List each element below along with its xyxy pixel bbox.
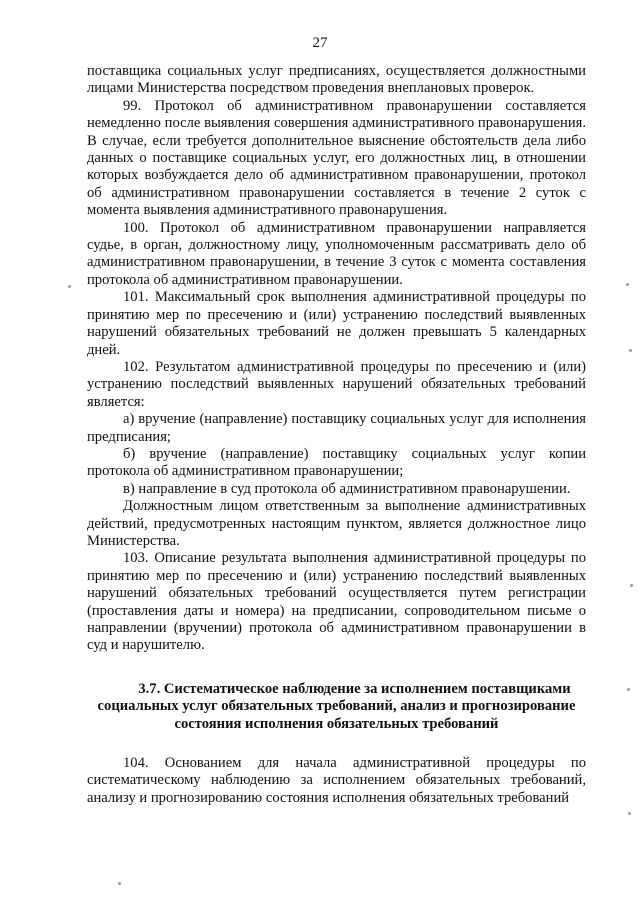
paragraph-continuation: поставщика социальных услуг предписаниях, осуществляется должностными лицами Министерства посредством проведения внеплановых проверок.: [87, 63, 586, 97]
scan-speck: [628, 812, 631, 815]
paragraph-102-responsible: Должностным лицом ответственным за выполнение административных действий, предусмотренных настоящим пунктом, является должностное лицо Министерства.: [87, 498, 586, 549]
scan-speck: [626, 283, 629, 286]
paragraph-102-item-a: а) вручение (направление) поставщику социальных услуг для исполнения предписания;: [87, 411, 586, 445]
section-heading-line-1: 3.7. Систематическое наблюдение за исполнением поставщиками: [138, 680, 571, 697]
paragraph-103: 103. Описание результата выполнения административной процедуры по принятию мер по пресечению и (или) устранению последствий выявленных нарушений обязательных требований осуществляется путем регистрации (проставления даты и номера) на предписании, сопроводительном письме о направлении (вручении) протокола об административном правонарушении в суд и нарушителю.: [87, 550, 586, 654]
paragraph-104: 104. Основанием для начала административной процедуры по систематическому наблюдению за исполнением обязательных требований, анализу и прогнозированию состояния исполнения обязательных требований: [87, 755, 586, 806]
scan-speck: [629, 349, 632, 352]
section-heading: [87, 681, 586, 733]
scan-speck: [68, 285, 71, 288]
scan-speck: [627, 688, 630, 691]
paragraph-100: 100. Протокол об административном правонарушении направляется судье, в орган, должностному лицу, уполномоченным рассматривать дело об административном правонарушении, в течение 3 суток с момента составления протокола об административном правонарушении.: [87, 219, 586, 288]
page-number: 27: [312, 35, 328, 51]
paragraph-102-item-b: б) вручение (направление) поставщику социальных услуг копии протокола об административном правонарушении;: [87, 445, 586, 480]
scan-speck: [118, 882, 121, 885]
paragraph-101: 101. Максимальный срок выполнения административной процедуры по принятию мер по пресечению и (или) устранению последствий выявленных нарушений обязательных требований не должен превышать 5 календарных дней.: [87, 289, 586, 358]
paragraph-99: 99. Протокол об административном правонарушении составляется немедленно после выявления совершения административного правонарушения. В случае, если требуется дополнительное выяснение обстоятельств дела либо данных о поставщике социальных услуг, его должностных лиц, в отношении которых возбуждается дело об административном правонарушении, протокол об административном правонарушении составляется в течение 2 суток с момента выявления административного правонарушения.: [87, 97, 586, 219]
scan-speck: [630, 584, 633, 587]
paragraph-102: 102. Результатом административной процедуры по пресечению и (или) устранению последствий выявленных нарушений обязательных требований является:: [87, 358, 586, 410]
page-body: [87, 63, 586, 807]
section-heading-line-3: состояния исполнения обязательных требований: [174, 715, 499, 732]
paragraph-102-item-c: в) направление в суд протокола об административном правонарушении.: [123, 480, 571, 497]
section-heading-line-2: социальных услуг обязательных требований, анализ и прогнозирование: [97, 698, 576, 715]
